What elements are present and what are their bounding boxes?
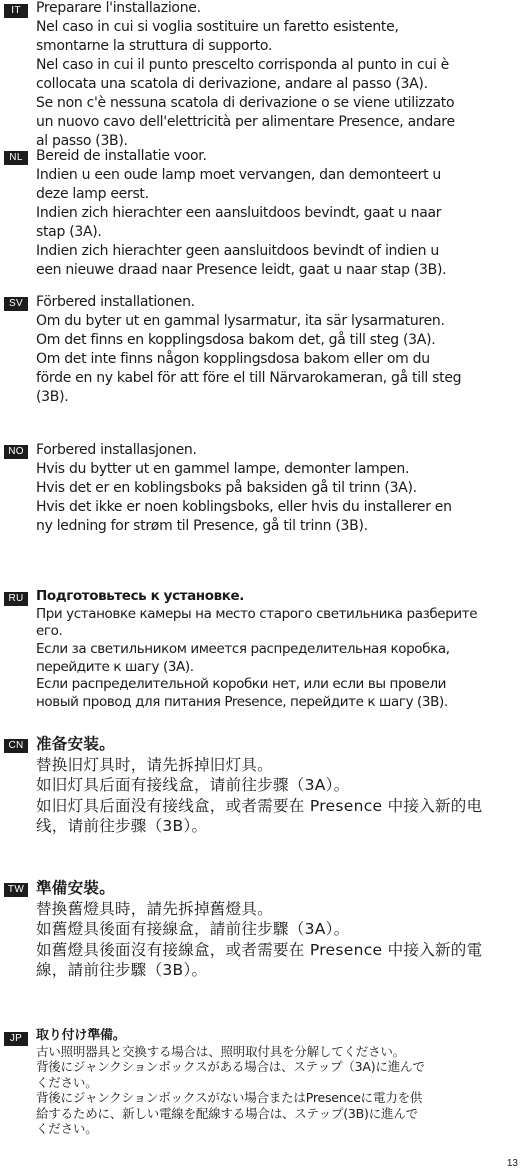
text-line: 線，請前往步驟（3B）。 (36, 961, 208, 979)
text-line: Если за светильником имеется распределительная коробка, (36, 641, 450, 658)
section-title: Bereid de installatie voor. (36, 148, 207, 164)
language-badge-ru: RU (4, 592, 28, 606)
section-text-cn (36, 734, 514, 837)
text-line: 替换旧灯具时，请先拆掉旧灯具。 (36, 755, 274, 774)
text-line: 如舊燈具後面沒有接線盒，或者需要在 Presence 中接入新的電 (36, 940, 483, 959)
section-title: 准备安装。 (36, 735, 116, 753)
text-line: Indien zich hierachter geen aansluitdoos bevindt of indien u (36, 243, 439, 259)
text-line: 古い照明器具と交換する場合は、照明取付具を分解してください。 (36, 1043, 406, 1059)
text-line: ny ledning for strøm til Presence, gå til trinn (3B). (36, 518, 368, 534)
text-line: 线，请前往步骤（3B）。 (36, 817, 208, 835)
text-line: ください。 (36, 1121, 98, 1136)
text-line: stap (3A). (36, 224, 102, 240)
text-line: collocata una scatola di derivazione, andare al passo (3A). (36, 76, 428, 92)
text-line: 給するために、新しい電線を配線する場合は、ステップ(3B)に進んで (36, 1105, 418, 1121)
text-line: 如舊燈具後面有接線盒，請前往步驟（3A）。 (36, 920, 350, 938)
section-title: Подготовьтесь к установке. (36, 588, 244, 604)
page-number: 13 (506, 1158, 518, 1169)
text-line: Om det inte finns någon kopplingsdosa bakom eller om du (36, 351, 430, 367)
language-badge-cn: CN (4, 739, 28, 753)
text-line: ください。 (36, 1074, 98, 1090)
text-line: 背後にジャンクションボックスがない場合またはPresenceに電力を供 (36, 1090, 423, 1105)
text-line: 背後にジャンクションボックスがある場合は、ステップ（3A)に進んで (36, 1059, 425, 1074)
language-badge-tw: TW (4, 883, 28, 897)
language-badge-jp: JP (4, 1032, 28, 1046)
text-line: Indien u een oude lamp moet vervangen, dan demonteert u (36, 167, 441, 183)
text-line: перейдите к шагу (3A). (36, 658, 194, 675)
section-text-tw (36, 878, 514, 981)
text-line: При установке камеры на место старого светильника разберите (36, 605, 478, 622)
text-line: een nieuwe draad naar Presence leidt, gaat u naar stap (3B). (36, 262, 447, 278)
section-text-jp (36, 1028, 514, 1137)
text-line: Indien zich hierachter een aansluitdoos bevindt, gaat u naar (36, 205, 442, 221)
text-line: smontarne la struttura di supporto. (36, 38, 273, 54)
text-line: Nel caso in cui si voglia sostituire un faretto esistente, (36, 19, 399, 35)
language-badge-it: IT (4, 4, 28, 18)
text-line: Nel caso in cui il punto prescelto corrisponda al punto in cui è (36, 57, 449, 73)
text-line: al passo (3B). (36, 133, 128, 149)
section-text-ru (36, 588, 514, 712)
language-badge-nl: NL (4, 151, 28, 165)
section-title: Forbered installasjonen. (36, 442, 197, 458)
section-title: Preparare l'installazione. (36, 0, 201, 16)
text-line: Se non c'è nessuna scatola di derivazione o se viene utilizzato (36, 95, 455, 111)
section-title: 準備安裝。 (36, 879, 116, 897)
text-line: Om du byter ut en gammal lysarmatur, ita sär lysarmaturen. (36, 313, 445, 329)
language-badge-no: NO (4, 445, 28, 459)
text-line: новый провод для питания Presence, перейдите к шагу (3B). (36, 694, 448, 711)
text-line: Om det finns en kopplingsdosa bakom det, gå till steg (3A). (36, 332, 436, 348)
text-line: Hvis det er en koblingsboks på baksiden gå til trinn (3A). (36, 480, 417, 496)
language-badge-sv: SV (4, 297, 28, 311)
text-line: förde en ny kabel för att före el till Närvarokameran, gå till steg (36, 370, 462, 386)
text-line: Hvis du bytter ut en gammel lampe, demonter lampen. (36, 461, 410, 477)
text-line: Если распределительной коробки нет, или если вы провели (36, 676, 447, 693)
section-text-nl (36, 147, 514, 280)
text-line: 如旧灯具后面有接线盒，请前往步骤（3A）。 (36, 776, 350, 794)
text-line: Hvis det ikke er noen koblingsboks, eller hvis du installerer en (36, 499, 452, 515)
text-line: un nuovo cavo dell'elettricità per alimentare Presence, andare (36, 114, 455, 130)
text-line: deze lamp eerst. (36, 186, 149, 202)
section-text-sv (36, 293, 514, 407)
section-text-it (36, 0, 514, 151)
text-line: 替換舊燈具時，請先拆掉舊燈具。 (36, 899, 274, 918)
section-title: Förbered installationen. (36, 294, 195, 310)
text-line: 如旧灯具后面没有接线盒，或者需要在 Presence 中接入新的电 (36, 796, 483, 815)
text-line: его. (36, 623, 63, 640)
section-title: 取り付け準備。 (36, 1028, 126, 1043)
text-line: (3B). (36, 389, 69, 405)
section-text-no (36, 441, 514, 536)
